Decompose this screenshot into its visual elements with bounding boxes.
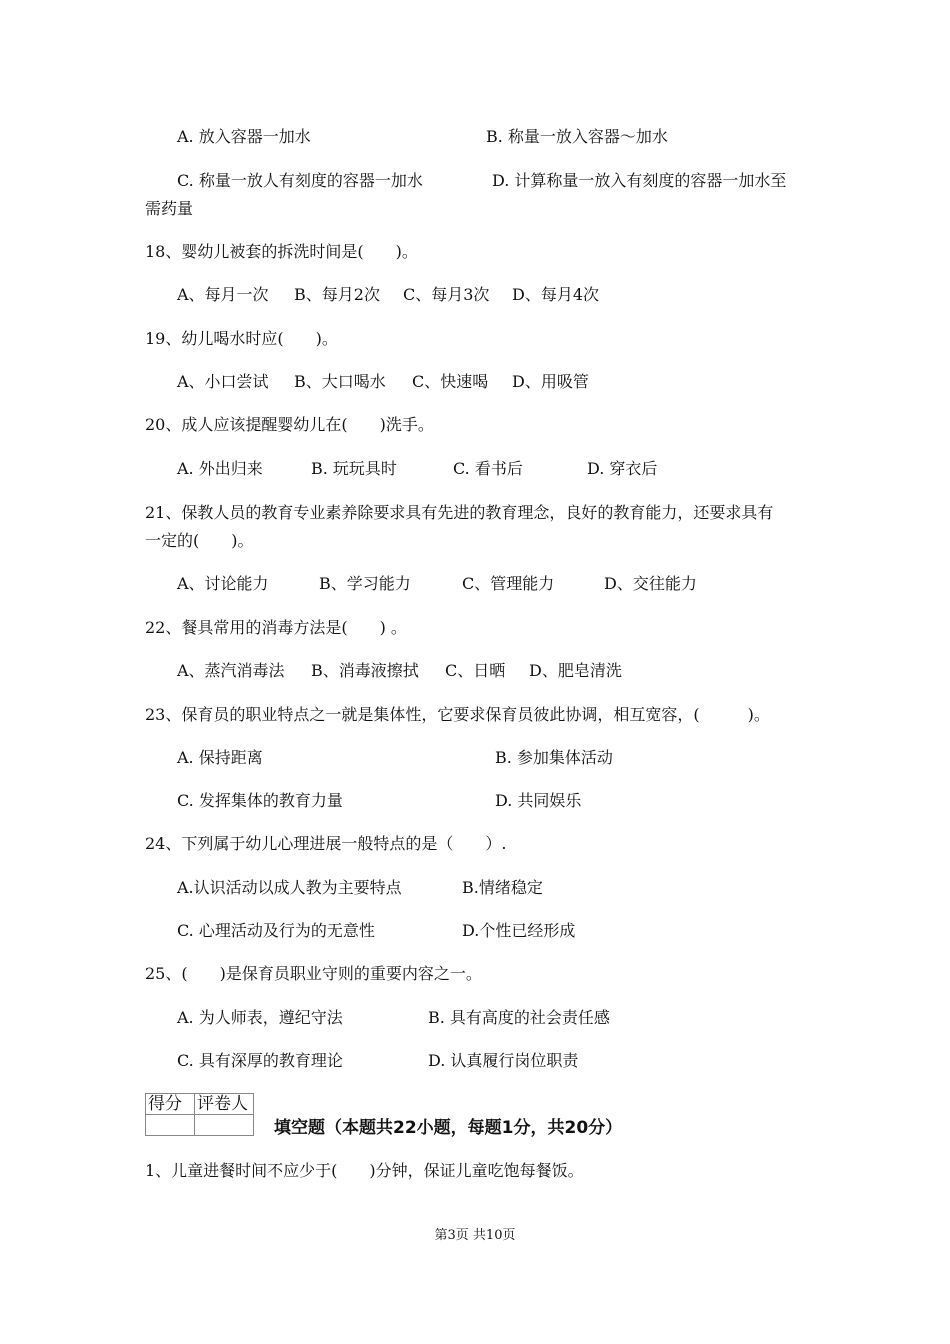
q22-option-d: D、肥皂清洗 <box>529 661 622 680</box>
q17-option-c: C. 称量一放人有刻度的容器一加水 <box>177 171 423 190</box>
q23-option-a: A. 保持距离 <box>177 748 263 767</box>
q18-option-b: B、每月2次 <box>294 285 380 304</box>
score-grader-table <box>145 1093 254 1136</box>
q18-option-a: A、每月一次 <box>177 285 269 304</box>
q21-option-c: C、管理能力 <box>462 574 555 593</box>
q20-option-a: A. 外出归来 <box>177 459 263 478</box>
q17-option-d: D. 计算称量一放入有刻度的容器一加水至 <box>492 171 787 190</box>
q18-stem: 18、婴幼儿被套的拆洗时间是( )。 <box>145 242 418 261</box>
q25-option-c: C. 具有深厚的教育理论 <box>177 1051 343 1070</box>
q24-option-a: A.认识活动以成人教为主要特点 <box>177 878 402 897</box>
q25-option-d: D. 认真履行岗位职责 <box>428 1051 579 1070</box>
q25-stem: 25、( )是保育员职业守则的重要内容之一。 <box>145 964 482 983</box>
fill-q1-stem: 1、儿童进餐时间不应少于( )分钟，保证儿童吃饱每餐饭。 <box>145 1161 584 1180</box>
q22-option-c: C、日晒 <box>445 661 506 680</box>
q22-option-b: B、消毒液擦拭 <box>311 661 419 680</box>
score-label: 得分 <box>146 1094 195 1115</box>
q20-stem: 20、成人应该提醒婴幼儿在( )洗手。 <box>145 415 434 434</box>
q20-option-b: B. 玩玩具时 <box>311 459 397 478</box>
q19-option-d: D、用吸管 <box>512 372 589 391</box>
q21-stem-continuation: 一定的( )。 <box>145 531 254 550</box>
q21-option-d: D、交往能力 <box>604 574 697 593</box>
page-footer: 第3页 共10页 <box>434 1228 516 1243</box>
q25-option-b: B. 具有高度的社会责任感 <box>428 1008 610 1027</box>
q24-option-c: C. 心理活动及行为的无意性 <box>177 921 375 940</box>
q18-option-d: D、每月4次 <box>512 285 600 304</box>
q17-option-b: B. 称量一放入容器～加水 <box>486 127 668 146</box>
q20-option-c: C. 看书后 <box>453 459 523 478</box>
q21-option-b: B、学习能力 <box>319 574 411 593</box>
q19-option-b: B、大口喝水 <box>294 372 386 391</box>
q19-stem: 19、幼儿喝水时应( )。 <box>145 329 338 348</box>
q23-stem: 23、保育员的职业特点之一就是集体性，它要求保育员彼此协调，相互宽容，( )。 <box>145 705 770 724</box>
q24-option-b: B.情绪稳定 <box>462 878 543 897</box>
q22-stem: 22、餐具常用的消毒方法是( ) 。 <box>145 618 407 637</box>
q18-option-c: C、每月3次 <box>403 285 490 304</box>
q20-option-d: D. 穿衣后 <box>587 459 658 478</box>
q21-stem: 21、保教人员的教育专业素养除要求具有先进的教育理念，良好的教育能力，还要求具有 <box>145 503 774 522</box>
q21-option-a: A、讨论能力 <box>177 574 269 593</box>
q23-option-c: C. 发挥集体的教育力量 <box>177 791 343 810</box>
section-title: 填空题（本题共22小题，每题1分，共20分） <box>274 1118 623 1138</box>
q25-option-a: A. 为人师表，遵纪守法 <box>177 1008 343 1027</box>
score-cell <box>146 1115 195 1136</box>
q19-option-a: A、小口尝试 <box>177 372 269 391</box>
q23-option-b: B. 参加集体活动 <box>495 748 613 767</box>
q19-option-c: C、快速喝 <box>412 372 489 391</box>
q24-option-d: D.个性已经形成 <box>462 921 576 940</box>
q22-option-a: A、蒸汽消毒法 <box>177 661 285 680</box>
q17-option-a: A. 放入容器一加水 <box>177 127 311 146</box>
q17-option-d-continuation: 需药量 <box>145 199 194 218</box>
grader-label: 评卷人 <box>195 1094 254 1115</box>
q24-stem: 24、下列属于幼儿心理进展一般特点的是（ ）. <box>145 834 507 853</box>
grader-cell <box>195 1115 254 1136</box>
q23-option-d: D. 共同娱乐 <box>495 791 582 810</box>
